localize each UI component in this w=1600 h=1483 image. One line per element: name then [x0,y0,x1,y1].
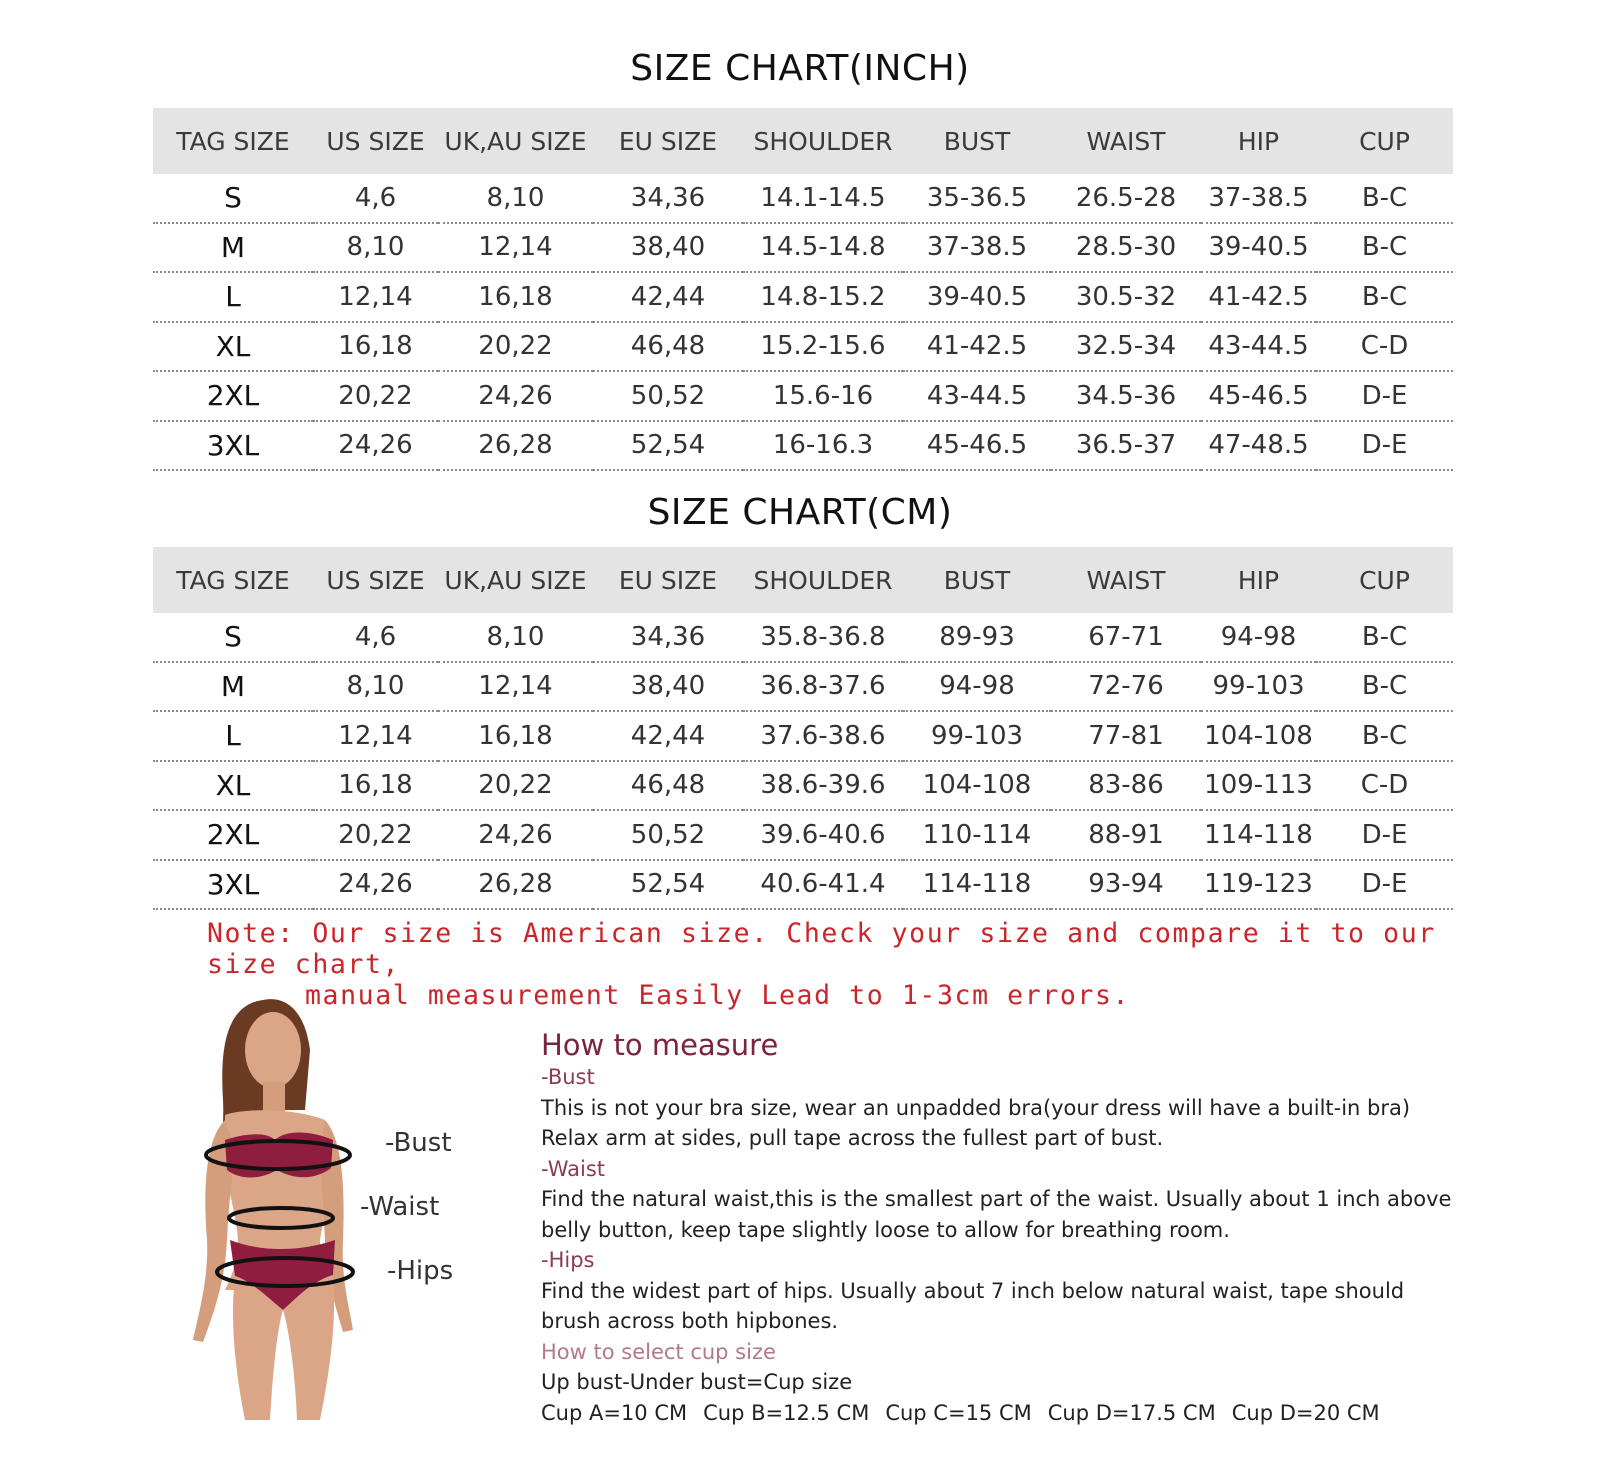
cup-item: Cup C=15 CM [885,1400,1032,1425]
table-row [153,322,1453,372]
table-cell: 94-98 [1201,613,1316,662]
column-header: BUST [903,108,1051,174]
table-cell: B-C [1316,711,1453,761]
table-cell: 104-108 [1201,711,1316,761]
table-cell: 38.6-39.6 [743,761,903,811]
column-header: CUP [1316,547,1453,613]
neck-shape [263,1082,285,1112]
table-row [153,810,1453,860]
table-row [153,662,1453,712]
table-cell: 16-16.3 [743,421,903,471]
note-line-2: manual measurement Easily Lead to 1-3cm errors. [305,980,1131,1011]
hips-label: -Hips [387,1256,454,1286]
table-cell: 16,18 [438,711,593,761]
table-cell: 46,48 [593,761,743,811]
column-header: TAG SIZE [153,108,313,174]
column-header: EU SIZE [593,108,743,174]
table-cell: 15.6-16 [743,371,903,421]
table-cell: 24,26 [313,860,438,910]
table-cell: B-C [1316,613,1453,662]
cm-size-table [153,547,1453,910]
tag-size-cell: XL [153,322,313,372]
table-cell: 46,48 [593,322,743,372]
table-cell: D-E [1316,860,1453,910]
table-cell: 32.5-34 [1051,322,1201,372]
table-cell: 67-71 [1051,613,1201,662]
table-cell: 30.5-32 [1051,272,1201,322]
column-header: UK,AU SIZE [438,547,593,613]
table-cell: 15.2-15.6 [743,322,903,372]
table-cell: 4,6 [313,174,438,223]
table-cell: 14.8-15.2 [743,272,903,322]
tag-size-cell: L [153,711,313,761]
table-cell: 50,52 [593,810,743,860]
table-cell: 16,18 [438,272,593,322]
table-cell: 16,18 [313,761,438,811]
table-cell: 52,54 [593,421,743,471]
table-cell: 110-114 [903,810,1051,860]
how-to-heading: How to measure [541,1028,779,1062]
table-cell: 14.1-14.5 [743,174,903,223]
waist-title: -Waist [541,1156,606,1181]
table-cell: 24,26 [313,421,438,471]
table-cell: 89-93 [903,613,1051,662]
bust-text: This is not your bra size, wear an unpadded bra(your dress will have a built-in bra) Relax arm at sides, pull tape across the fullest part of bust. [541,1095,1411,1150]
table-cell: 20,22 [313,371,438,421]
table-cell: 8,10 [313,662,438,712]
cm-chart-title: SIZE CHART(CM) [647,492,953,533]
table-cell: 41-42.5 [903,322,1051,372]
table-cell: 26.5-28 [1051,174,1201,223]
table-cell: 12,14 [313,272,438,322]
column-header: WAIST [1051,547,1201,613]
table-cell: B-C [1316,223,1453,273]
table-cell: 93-94 [1051,860,1201,910]
table-cell: 43-44.5 [1201,322,1316,372]
table-cell: 99-103 [1201,662,1316,712]
inch-table-body [153,174,1453,470]
column-header: SHOULDER [743,547,903,613]
table-cell: 77-81 [1051,711,1201,761]
column-header: BUST [903,547,1051,613]
table-cell: B-C [1316,174,1453,223]
tag-size-cell: M [153,223,313,273]
column-header: UK,AU SIZE [438,108,593,174]
table-cell: 42,44 [593,711,743,761]
head-shape [245,1012,301,1088]
table-row [153,711,1453,761]
table-cell: 35-36.5 [903,174,1051,223]
table-row [153,761,1453,811]
cup-list [541,1398,1461,1429]
column-header: CUP [1316,108,1453,174]
table-cell: C-D [1316,322,1453,372]
column-header: EU SIZE [593,547,743,613]
tag-size-cell: M [153,662,313,712]
table-cell: 38,40 [593,223,743,273]
cup-item: Cup D=17.5 CM [1047,1400,1216,1425]
bust-title: -Bust [541,1065,595,1089]
table-cell: 24,26 [438,371,593,421]
waist-label: -Waist [360,1192,440,1222]
table-cell: 8,10 [438,613,593,662]
table-cell: 14.5-14.8 [743,223,903,273]
table-cell: 104-108 [903,761,1051,811]
inch-size-table [153,108,1453,471]
inch-chart-title: SIZE CHART(INCH) [630,48,970,89]
hips-title: -Hips [541,1248,595,1272]
tag-size-cell: S [153,613,313,662]
table-row [153,371,1453,421]
column-header: SHOULDER [743,108,903,174]
table-cell: 20,22 [438,322,593,372]
model-illustration [185,990,485,1440]
cup-formula: Up bust-Under bust=Cup size [541,1370,853,1394]
table-cell: 12,14 [313,711,438,761]
cup-item: Cup D=20 CM [1231,1400,1380,1425]
table-cell: 39-40.5 [903,272,1051,322]
table-cell: 109-113 [1201,761,1316,811]
table-cell: 72-76 [1051,662,1201,712]
table-row [153,421,1453,471]
table-cell: 114-118 [903,860,1051,910]
tag-size-cell: 2XL [153,371,313,421]
table-cell: 39-40.5 [1201,223,1316,273]
table-cell: 26,28 [438,860,593,910]
table-row [153,223,1453,273]
cup-item: Cup A=10 CM [541,1400,688,1425]
table-cell: 88-91 [1051,810,1201,860]
table-cell: 12,14 [438,662,593,712]
tag-size-cell: 3XL [153,860,313,910]
cup-title: How to select cup size [541,1339,776,1364]
table-cell: 37-38.5 [1201,174,1316,223]
waist-text: Find the natural waist,this is the smallest part of the waist. Usually about 1 inch above belly button, keep tape slightly loose to allow for breathing room. [541,1187,1452,1242]
table-cell: 38,40 [593,662,743,712]
table-cell: 43-44.5 [903,371,1051,421]
table-cell: 83-86 [1051,761,1201,811]
table-row [153,613,1453,662]
tag-size-cell: 2XL [153,810,313,860]
table-cell: 36.5-37 [1051,421,1201,471]
table-row [153,174,1453,223]
table-cell: 41-42.5 [1201,272,1316,322]
table-cell: 114-118 [1201,810,1316,860]
table-cell: B-C [1316,662,1453,712]
table-cell: D-E [1316,810,1453,860]
table-cell: B-C [1316,272,1453,322]
table-row [153,860,1453,910]
tag-size-cell: XL [153,761,313,811]
column-header: WAIST [1051,108,1201,174]
table-cell: 4,6 [313,613,438,662]
cup-item: Cup B=12.5 CM [703,1400,870,1425]
table-cell: 45-46.5 [903,421,1051,471]
table-cell: 39.6-40.6 [743,810,903,860]
bust-label: -Bust [385,1128,452,1158]
column-header: US SIZE [313,108,438,174]
column-header: HIP [1201,108,1316,174]
table-cell: 52,54 [593,860,743,910]
table-cell: 36.8-37.6 [743,662,903,712]
table-cell: 99-103 [903,711,1051,761]
table-cell: 94-98 [903,662,1051,712]
column-header: US SIZE [313,547,438,613]
column-header: HIP [1201,547,1316,613]
table-cell: 28.5-30 [1051,223,1201,273]
table-cell: 37.6-38.6 [743,711,903,761]
table-cell: 47-48.5 [1201,421,1316,471]
table-cell: C-D [1316,761,1453,811]
tag-size-cell: S [153,174,313,223]
table-cell: 45-46.5 [1201,371,1316,421]
table-cell: 50,52 [593,371,743,421]
table-cell: 16,18 [313,322,438,372]
table-cell: 20,22 [313,810,438,860]
table-cell: 37-38.5 [903,223,1051,273]
table-cell: 35.8-36.8 [743,613,903,662]
hips-text: Find the widest part of hips. Usually about 7 inch below natural waist, tape should brush across both hipbones. [541,1278,1405,1333]
table-cell: 8,10 [438,174,593,223]
note-line-1: Note: Our size is American size. Check your size and compare it to our size chart, [207,918,1436,980]
model-figure [185,990,485,1440]
table-cell: D-E [1316,421,1453,471]
table-cell: 8,10 [313,223,438,273]
table-cell: 24,26 [438,810,593,860]
table-cell: 12,14 [438,223,593,273]
column-header: TAG SIZE [153,547,313,613]
table-header-row [153,108,1453,174]
how-to-measure [541,1028,1461,1428]
cm-table-body [153,613,1453,909]
table-cell: 20,22 [438,761,593,811]
tag-size-cell: L [153,272,313,322]
table-cell: 42,44 [593,272,743,322]
table-cell: 34.5-36 [1051,371,1201,421]
table-cell: 26,28 [438,421,593,471]
table-cell: 34,36 [593,174,743,223]
table-cell: 34,36 [593,613,743,662]
table-header-row [153,547,1453,613]
table-cell: D-E [1316,371,1453,421]
table-cell: 40.6-41.4 [743,860,903,910]
table-cell: 119-123 [1201,860,1316,910]
tag-size-cell: 3XL [153,421,313,471]
table-row [153,272,1453,322]
